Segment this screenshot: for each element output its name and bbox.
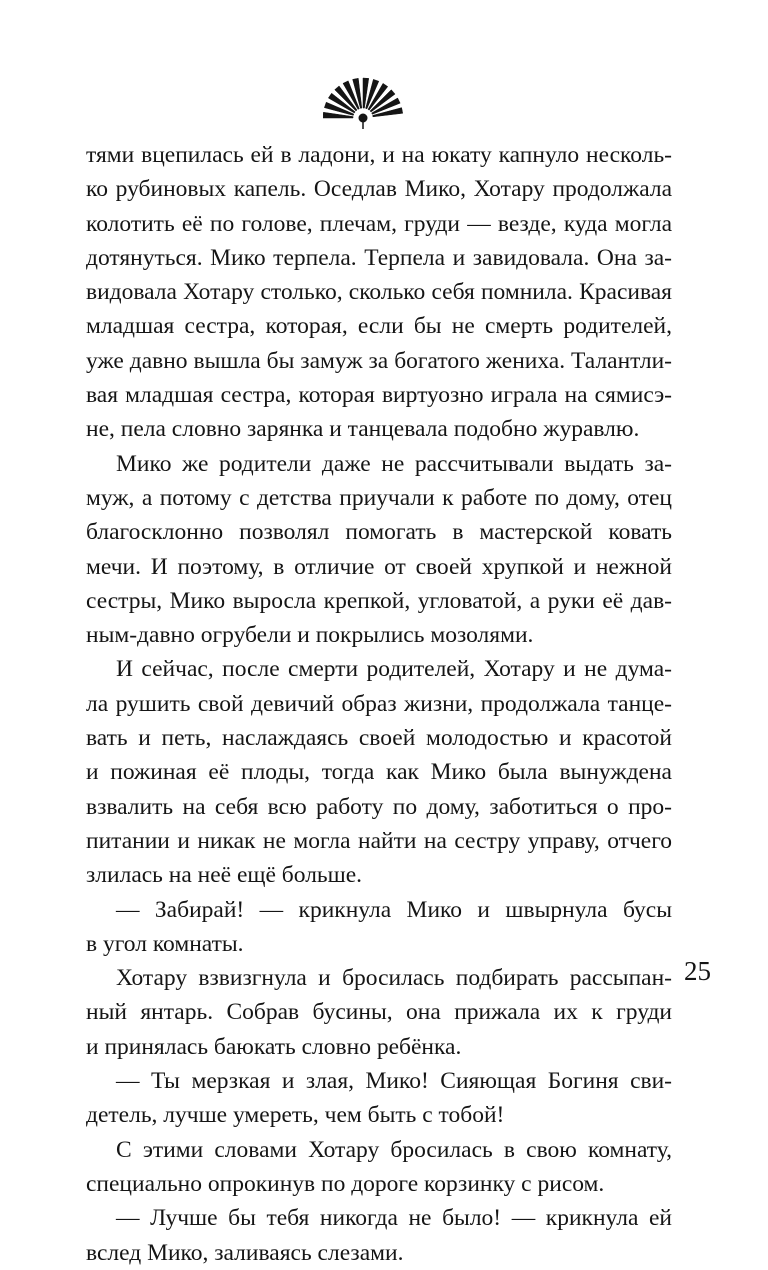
text-line: и пожиная её плоды, тогда как Мико была вынуждена bbox=[86, 759, 672, 786]
text-line: питании и никак не могла найти на сестру управу, отчего bbox=[86, 827, 672, 854]
text-line: взвалить на себя всю работу по дому, заботиться о про- bbox=[86, 793, 672, 820]
text-line: — Лучше бы тебя никогда не было! — крикнула ей bbox=[116, 1205, 672, 1232]
text-line: колотить её по голове, плечам, груди — везде, куда могла bbox=[86, 210, 672, 237]
text-line: вать и петь, наслаждаясь своей молодостью и красотой bbox=[86, 725, 672, 752]
text-line: детель, лучше умереть, чем быть с тобой! bbox=[86, 1102, 505, 1129]
text-line: злилась на неё ещё больше. bbox=[86, 862, 363, 889]
folding-fan-icon bbox=[323, 72, 403, 130]
text-line: ко рубиновых капель. Оседлав Мико, Хотару продолжала bbox=[86, 176, 672, 203]
text-line: не, пела словно зарянка и танцевала подобно журавлю. bbox=[86, 416, 640, 443]
text-line: муж, а потому с детства приучали к работе по дому, отец bbox=[86, 484, 672, 511]
text-line: — Ты мерзкая и злая, Мико! Сияющая Богиня сви- bbox=[116, 1068, 672, 1095]
text-line: специально опрокинув по дороге корзинку с рисом. bbox=[86, 1170, 605, 1197]
text-line: — Забирай! — крикнула Мико и швырнула бусы bbox=[116, 896, 672, 923]
text-line: и принялась баюкать словно ребёнка. bbox=[86, 1033, 462, 1060]
text-line: Хотару взвизгнула и бросилась подбирать рассыпан- bbox=[116, 965, 672, 992]
body-text bbox=[86, 138, 672, 1270]
text-line: ный янтарь. Собрав бусины, она прижала их к груди bbox=[86, 999, 672, 1026]
text-line: Мико же родители даже не рассчитывали выдать за- bbox=[116, 450, 672, 477]
text-line: дотянуться. Мико терпела. Терпела и завидовала. Она за- bbox=[86, 244, 672, 271]
text-line: вслед Мико, заливаясь слезами. bbox=[86, 1239, 404, 1266]
text-line: видовала Хотару столько, сколько себя помнила. Красивая bbox=[86, 279, 672, 306]
text-line: уже давно вышла бы замуж за богатого жениха. Талантли- bbox=[86, 347, 672, 374]
text-line: мечи. И поэтому, в отличие от своей хрупкой и нежной bbox=[86, 553, 672, 580]
text-line: вая младшая сестра, которая виртуозно играла на сямисэ- bbox=[86, 382, 672, 409]
text-line: сестры, Мико выросла крепкой, угловатой, а руки её дав- bbox=[86, 587, 672, 614]
text-line: С этими словами Хотару бросилась в свою комнату, bbox=[116, 1136, 672, 1163]
text-line: И сейчас, после смерти родителей, Хотару и не дума- bbox=[116, 656, 672, 683]
text-line: ным-давно огрубели и покрылись мозолями. bbox=[86, 622, 534, 649]
text-line: ла рушить свой девичий образ жизни, продолжала танце- bbox=[86, 690, 672, 717]
text-line: тями вцепилась ей в ладони, и на юкату капнуло несколь- bbox=[86, 142, 672, 168]
text-line: младшая сестра, которая, если бы не смерть родителей, bbox=[86, 313, 672, 340]
page-number: 25 bbox=[684, 956, 711, 986]
text-line: в угол комнаты. bbox=[86, 930, 244, 957]
text-line: благосклонно позволял помогать в мастерской ковать bbox=[86, 519, 672, 546]
